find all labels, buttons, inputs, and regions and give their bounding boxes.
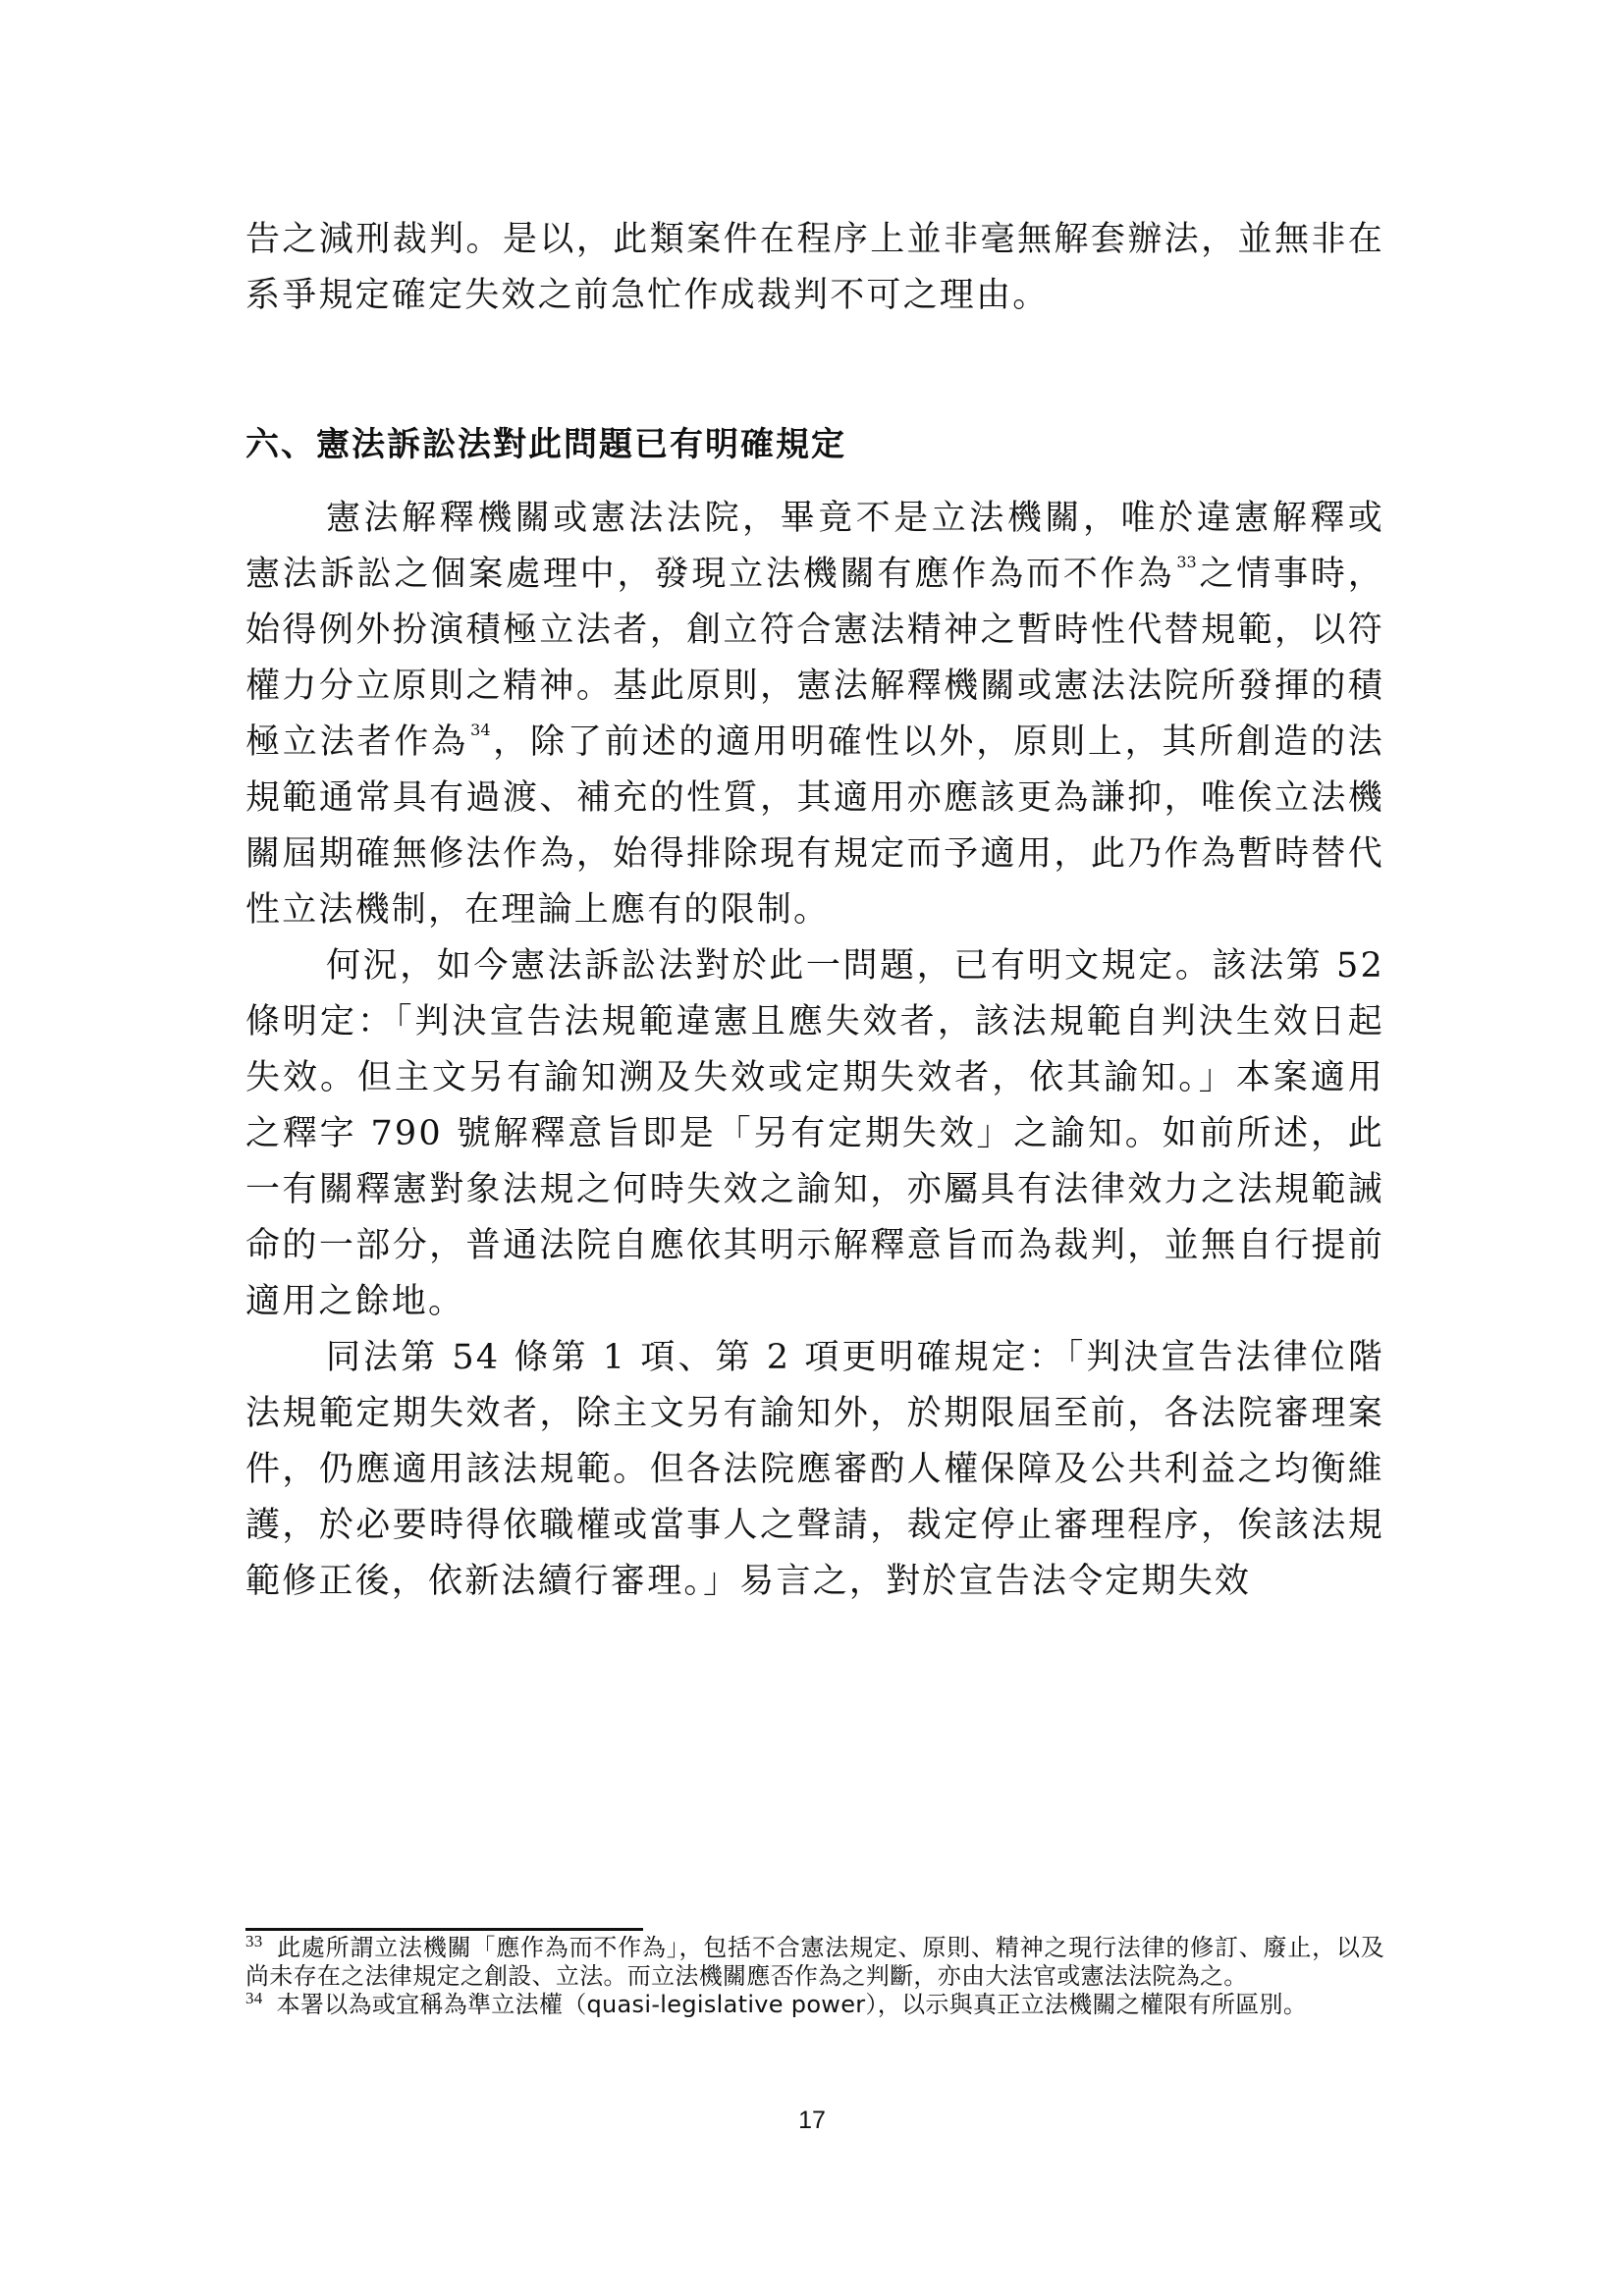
footnote-33 (245, 1934, 1384, 1991)
paragraph-2: 何況，如今憲法訴訟法對於此一問題，已有明文規定。該法第 52 條明定：「判決宣告法規範違憲且應失效者，該法規範自判決生效日起失效。但主文另有諭知溯及失效或定期失效者，依其諭知。」本案適用之釋字 790 號解釋意旨即是「另有定期失效」之諭知。如前所述，此一有關釋憲對象法規之何時失效之諭知，亦屬具有法律效力之法規範誡命的一部分，普通法院自應依其明示解釋意旨而為裁判，並無自行提前適用之餘地。 (245, 946, 1384, 1321)
footnote-number: 33 (245, 1932, 263, 1950)
paragraph-3: 同法第 54 條第 1 項、第 2 項更明確規定：「判決宣告法律位階法規範定期失效者，除主文另有諭知外，於期限屆至前，各法院審理案件，仍應適用該法規範。但各法院應審酌人權保障及公共利益之均衡維護，於必要時得依職權或當事人之聲請，裁定停止審理程序，俟該法規範修正後，依新法續行審理。」易言之，對於宣告法令定期失效 (245, 1338, 1384, 1601)
footnote-text: 此處所謂立法機關「應作為而不作為」，包括不合憲法規定、原則、精神之現行法律的修訂、廢止，以及尚未存在之法律規定之創設、立法。而立法機關應否作為之判斷，亦由大法官或憲法法院為之。 (245, 1934, 1384, 1990)
footnote-34 (245, 1991, 1384, 2019)
paragraph-1-part-1: 憲法解釋機關或憲法法院，畢竟不是立法機關，唯於違憲解釋或憲法訴訟之個案處理中，發現立法機關有應作為而不作為 (245, 499, 1384, 594)
paragraph-1-part-2: 之情事時，始得例外扮演積極立法者，創立符合憲法精神之暫時性代替規範，以符權力分立原則之精神。基此原則，憲法解釋機關或憲法法院所發揮的積極立法者作為 (245, 555, 1384, 762)
footnote-ref-34[interactable]: 34 (470, 721, 491, 739)
footnote-text: 本署以為或宜稱為準立法權（quasi-legislative power），以示與真正立法機關之權限有所區別。 (276, 1991, 1308, 2018)
intro-paragraph (245, 212, 1384, 324)
footnote-separator (245, 1928, 643, 1931)
section-heading: 六、憲法訴訟法對此問題已有明確規定 (245, 425, 846, 464)
paragraph-1-part-3: ，除了前述的適用明確性以外，原則上，其所創造的法規範通常具有過渡、補充的性質，其適用亦應該更為謙抑，唯俟立法機關屆期確無修法作為，始得排除現有規定而予適用，此乃作為暫時替代性立法機制，在理論上應有的限制。 (245, 722, 1385, 930)
footnote-number: 34 (245, 1989, 263, 2007)
footnotes (245, 1934, 1384, 2019)
footnote-ref-33[interactable]: 33 (1176, 553, 1197, 571)
section-body (245, 491, 1384, 1610)
page-number: 17 (798, 2107, 826, 2134)
intro-text: 告之減刑裁判。是以，此類案件在程序上並非毫無解套辦法，並無非在系爭規定確定失效之前急忙作成裁判不可之理由。 (245, 220, 1384, 315)
paragraph-1 (245, 491, 1384, 938)
